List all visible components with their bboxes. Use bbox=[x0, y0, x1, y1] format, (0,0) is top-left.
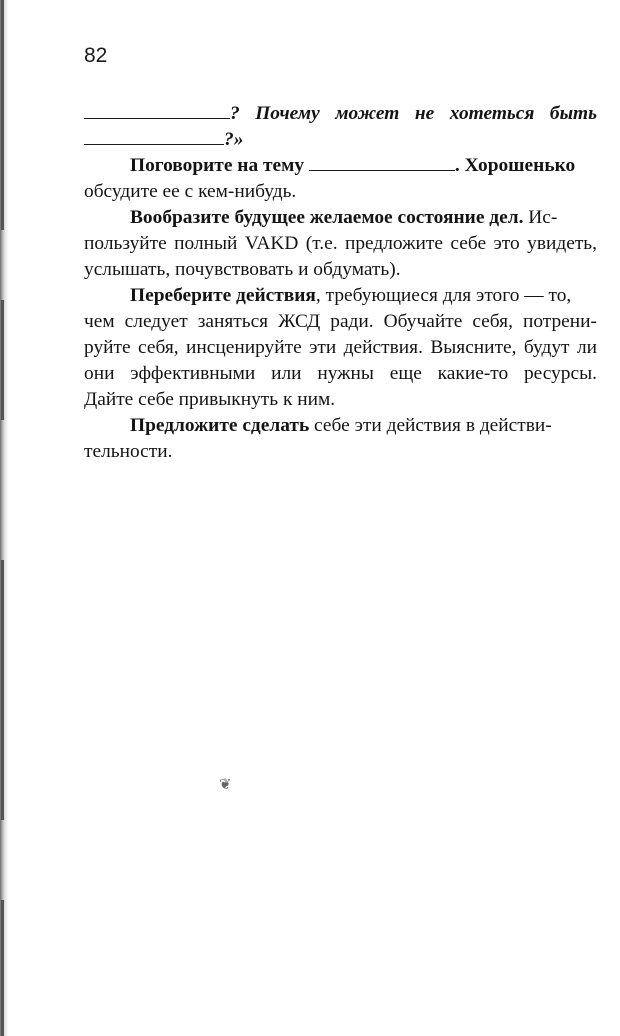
paragraph-do: Предложите сделать себе эти действия в действи- тельности. bbox=[84, 413, 597, 465]
paragraph-imagine-lead: Вообразите будущее желаемое состояние дел. bbox=[130, 207, 524, 228]
paragraph-do-line-2: тельности. bbox=[84, 441, 173, 462]
paragraph-actions-line-3: руйте себя, инсценируйте эти действия. Выясните, будут ли bbox=[84, 337, 597, 358]
ornament-icon: ❦ bbox=[219, 775, 232, 793]
paragraph-talk-lead: Поговорите на тему bbox=[130, 155, 305, 176]
paragraph-actions-line-5: Дайте себе привыкнуть к ним. bbox=[84, 389, 336, 410]
fill-in-blank bbox=[309, 155, 455, 171]
fill-in-blank bbox=[84, 129, 224, 145]
paragraph-actions-lead: Переберите действия bbox=[130, 285, 316, 306]
question-line-2: ?» bbox=[84, 127, 597, 153]
paragraph-do-lead: Предложите сделать bbox=[130, 415, 310, 436]
paragraph-imagine-line-3: услышать, почувствовать и обдумать). bbox=[84, 259, 401, 280]
paragraph-imagine: Вообразите будущее желаемое состояние дел. Ис- пользуйте полный VAKD (т.е. предложите себе это увидеть, услышать, почувствовать и обдумать). bbox=[84, 205, 597, 283]
paragraph-actions-line-4: они эффективными или нужны еще какие-то ресурсы. bbox=[84, 363, 597, 384]
question-line-1: ? Почему может не хотеться быть bbox=[84, 101, 597, 127]
question-paragraph bbox=[84, 101, 597, 153]
page-number: 82 bbox=[84, 44, 108, 67]
paragraph-imagine-line-2: пользуйте полный VAKD (т.е. предложите себе это увидеть, bbox=[84, 233, 597, 254]
fill-in-blank bbox=[84, 103, 230, 119]
paragraph-talk-continuation: . Хорошенько bbox=[454, 155, 576, 176]
paragraph-actions: Переберите действия, требующиеся для этого — то, чем следует заняться ЖСД ради. Обучайте себя, потрени- руйте себя, инсценируйте эти действия. Выясните, будут ли они эффективными или нужны еще какие-то ресурсы. Дайте себе привыкнуть к ним. bbox=[84, 283, 597, 413]
paragraph-talk bbox=[84, 153, 597, 205]
binding-edge bbox=[0, 0, 9, 1036]
body-text bbox=[84, 101, 597, 465]
paragraph-actions-line-2: чем следует заняться ЖСД ради. Обучайте себя, потрени- bbox=[84, 311, 597, 332]
paragraph-talk-line-2: обсудите ее с кем-нибудь. bbox=[84, 181, 297, 202]
